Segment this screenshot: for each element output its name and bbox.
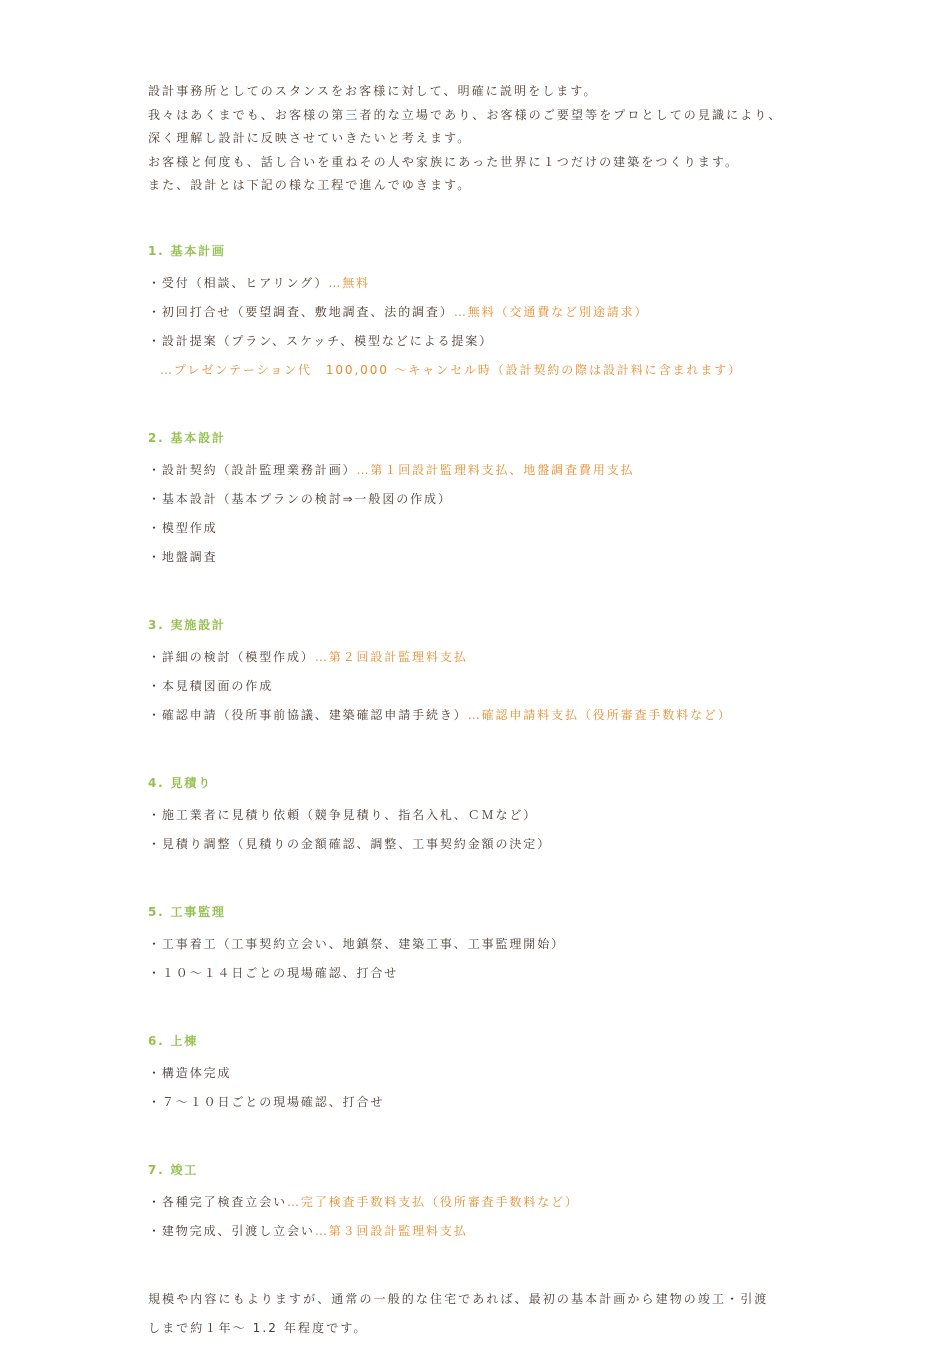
item-note: …第３回設計監理料支払 [314,1223,468,1238]
outro-line: 規模や内容にもよりますが、通常の一般的な住宅であれば、最初の基本計画から建物の竣工・引渡 [148,1291,769,1306]
item-note: …第１回設計監理料支払、地盤調査費用支払 [356,462,635,477]
item-text: ・受付（相談、ヒアリング） [148,275,329,290]
item-text: ・１０～１４日ごとの現場確認、打合せ [148,965,399,980]
item-text: ・初回打合せ（要望調査、敷地調査、法的調査） [148,304,454,319]
list-item [148,543,828,572]
list-item [148,456,828,485]
process-document [148,80,828,1343]
section-framework-completion [148,1031,828,1117]
list-item [148,514,828,543]
item-note: …プレゼンテーション代 100,000 ～キャンセル時（設計契約の際は設計料に含まれます） [160,362,742,377]
list-item [148,830,828,859]
list-item [148,643,828,672]
item-text: ・設計契約（設計監理業務計画） [148,462,357,477]
list-item [148,485,828,514]
item-note: …完了検査手数料支払（役所審査手数料など） [287,1194,579,1209]
section-title: 5. 工事監理 [148,904,226,919]
list-item [148,298,828,327]
item-text: ・構造体完成 [148,1065,232,1080]
item-text: ・模型作成 [148,520,218,535]
list-item [148,1188,828,1217]
item-text: ・７～１０日ごとの現場確認、打合せ [148,1094,385,1109]
item-text: ・詳細の検討（模型作成） [148,649,315,664]
section-title: 3. 実施設計 [148,617,226,632]
item-text: ・確認申請（役所事前協議、建築確認申請手続き） [148,707,468,722]
section-title: 6. 上棟 [148,1033,199,1048]
section-title: 7. 竣工 [148,1162,199,1177]
list-item [148,1059,828,1088]
list-item [148,327,828,356]
list-item [148,930,828,959]
intro-line: また、設計とは下記の様な工程で進んでゆきます。 [148,178,472,192]
item-note: …無料 [328,275,371,290]
list-item [148,801,828,830]
list-item [148,959,828,988]
intro-line: 我々はあくまでも、お客様の第三者的な立場であり、お客様のご要望等をプロとしての見識により、 [148,107,783,122]
item-note: …確認申請料支払（役所審査手数料など） [467,707,732,722]
intro-line: 設計事務所としてのスタンスをお客様に対して、明確に説明をします。 [148,84,598,98]
intro-text [148,80,828,198]
section-estimate [148,773,828,859]
item-text: ・基本設計（基本プランの検討⇒一般図の作成） [148,491,452,506]
intro-line: 深く理解し設計に反映させていきたいと考えます。 [148,131,472,145]
item-note: …無料（交通費など別途請求） [453,304,649,319]
item-text: ・本見積図面の作成 [148,678,274,693]
list-item-note-line [148,356,828,385]
list-item [148,1217,828,1246]
section-title: 4. 見積り [148,775,212,790]
item-text: ・施工業者に見積り依頼（競争見積り、指名入札、ＣＭなど） [148,807,538,822]
section-basic-plan [148,241,828,385]
item-text: ・地盤調査 [148,549,218,564]
section-construction-supervision [148,902,828,988]
item-text: ・工事着工（工事契約立会い、地鎮祭、建築工事、工事監理開始） [148,936,566,951]
list-item [148,269,828,298]
item-note: …第２回設計監理料支払 [314,649,468,664]
item-text: ・見積り調整（見積りの金額確認、調整、工事契約金額の決定） [148,836,552,851]
item-text: ・設計提案（プラン、スケッチ、模型などによる提案） [148,333,494,348]
list-item [148,672,828,701]
item-text: ・各種完了検査立会い [148,1194,288,1209]
list-item [148,1088,828,1117]
section-completion [148,1160,828,1246]
section-basic-design [148,428,828,572]
section-title: 2. 基本設計 [148,430,226,445]
outro-text [148,1285,828,1343]
item-text: ・建物完成、引渡し立会い [148,1223,315,1238]
intro-line: お客様と何度も、話し合いを重ねその人や家族にあった世界に１つだけの建築をつくります。 [148,154,740,169]
section-detailed-design [148,615,828,730]
list-item [148,701,828,730]
section-title: 1. 基本計画 [148,243,226,258]
outro-line: しまで約１年～ 1.2 年程度です。 [148,1320,368,1335]
